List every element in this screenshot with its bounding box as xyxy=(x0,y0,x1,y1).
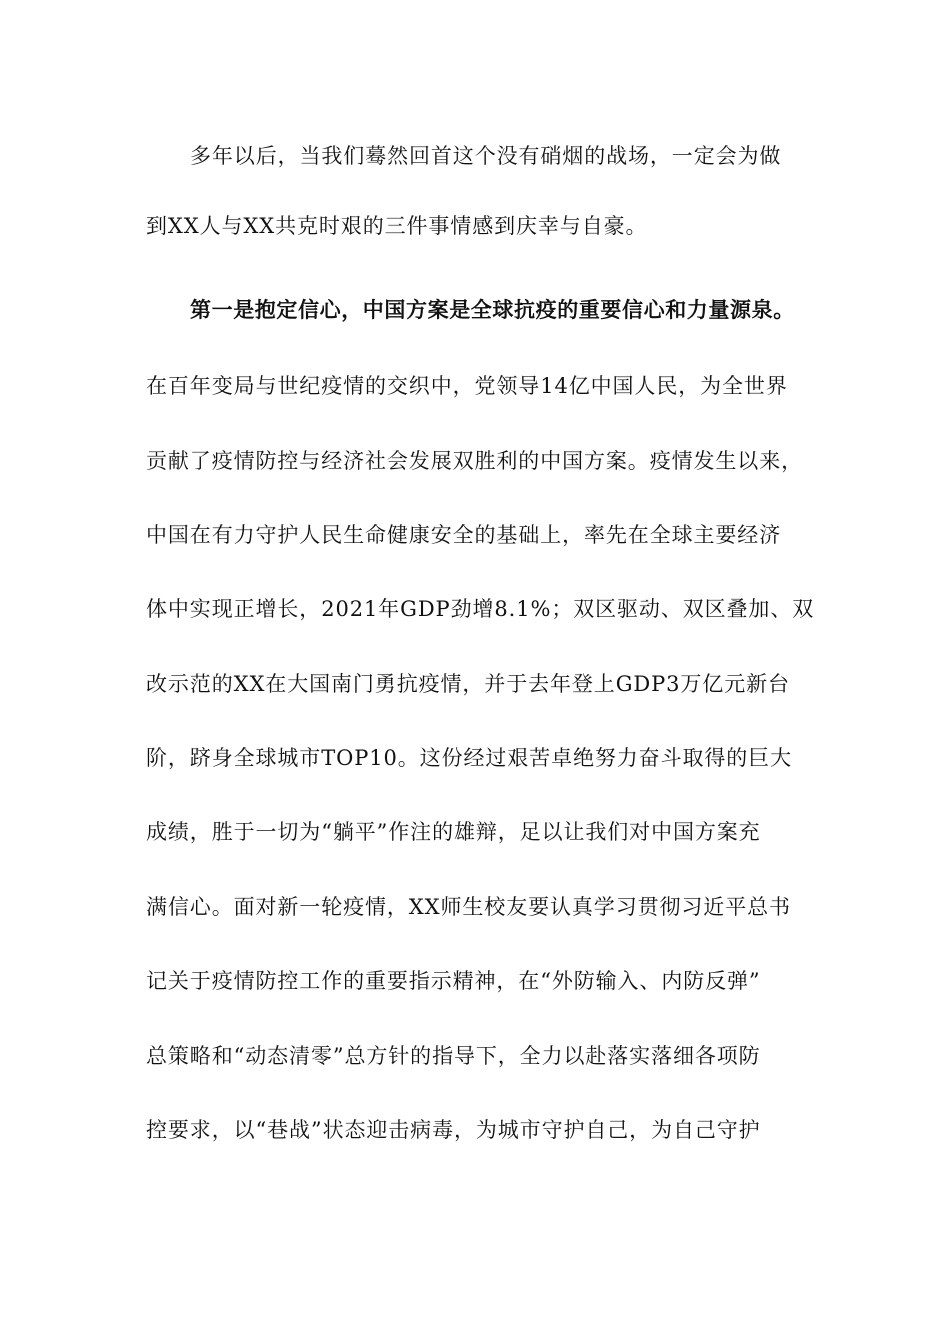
body-line-5: 改示范的XX在大国南门勇抗疫情，并于去年登上GDP3万亿元新台 xyxy=(146,672,790,696)
body-line-4: 体中实现正增长，2021年GDP劲增8.1%；双区驱动、双区叠加、双 xyxy=(146,597,815,621)
body-line-11: 控要求，以“巷战”状态迎击病毒，为城市守护自己，为自己守护 xyxy=(146,1118,761,1142)
section-heading: 第一是抱定信心，中国方案是全球抗疫的重要信心和力量源泉。 xyxy=(190,298,795,322)
body-line-6: 阶，跻身全球城市TOP10。这份经过艰苦卓绝努力奋斗取得的巨大 xyxy=(146,746,792,770)
intro-line-2: 到XX人与XX共克时艰的三件事情感到庆幸与自豪。 xyxy=(146,214,648,238)
body-line-3: 中国在有力守护人民生命健康安全的基础上，率先在全球主要经济 xyxy=(146,523,782,547)
body-line-1: 在百年变局与世纪疫情的交织中，党领导14亿中国人民，为全世界 xyxy=(146,374,788,398)
body-line-7: 成绩，胜于一切为“躺平”作注的雄辩，足以让我们对中国方案充 xyxy=(146,820,761,844)
body-line-9: 记关于疫情防控工作的重要指示精神，在“外防输入、内防反弹” xyxy=(146,969,761,993)
body-line-8: 满信心。面对新一轮疫情，XX师生校友要认真学习贯彻习近平总书 xyxy=(146,895,791,919)
body-line-10: 总策略和“动态清零”总方针的指导下，全力以赴落实落细各项防 xyxy=(146,1044,761,1068)
body-line-2: 贡献了疫情防控与经济社会发展双胜利的中国方案。疫情发生以来， xyxy=(146,449,803,473)
intro-line-1: 多年以后，当我们蓦然回首这个没有硝烟的战场，一定会为做 xyxy=(190,144,782,168)
